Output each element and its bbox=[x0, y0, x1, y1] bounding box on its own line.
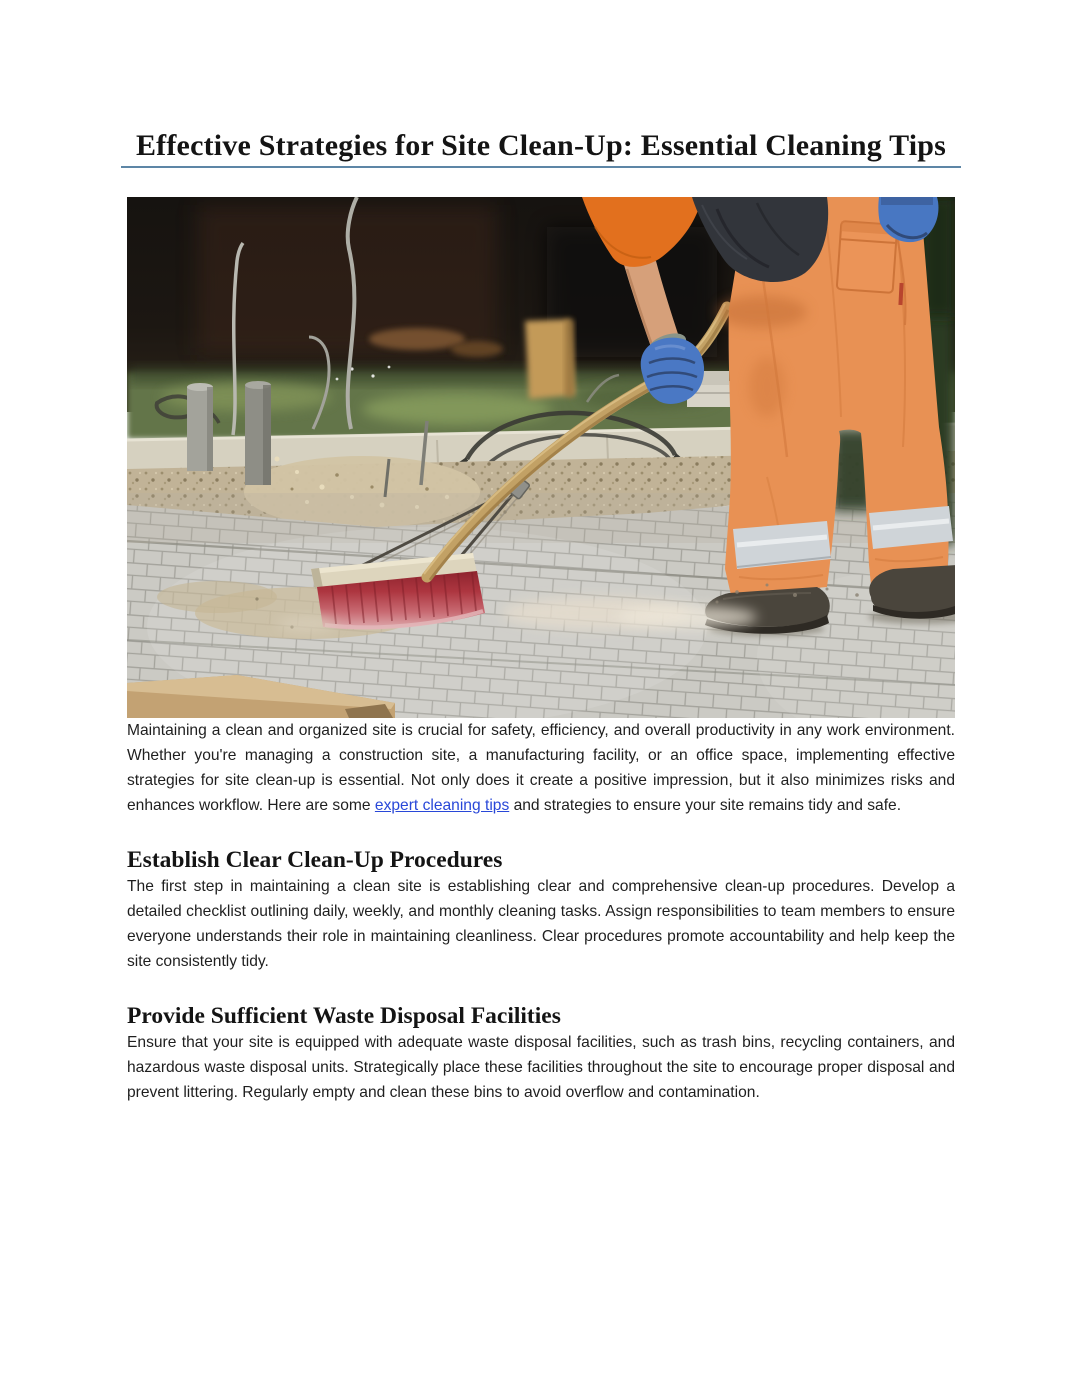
intro-paragraph bbox=[127, 718, 955, 818]
document-content bbox=[127, 0, 955, 1105]
intro-text-after-link: and strategies to ensure your site remains tidy and safe. bbox=[509, 797, 902, 814]
section-paragraph-waste-disposal: Ensure that your site is equipped with adequate waste disposal facilities, such as trash bins, recycling containers, and hazardous waste disposal units. Strategically place these facilities throughout the site to encourage proper disposal and prevent littering. Regularly empty and clean these bins to avoid overflow and contamination. bbox=[127, 1034, 955, 1101]
page-title: Effective Strategies for Site Clean-Up: Essential Cleaning Tips bbox=[135, 129, 947, 162]
title-divider bbox=[121, 166, 961, 168]
section-heading-clean-up-procedures: Establish Clear Clean-Up Procedures bbox=[127, 847, 503, 873]
expert-cleaning-tips-link[interactable]: expert cleaning tips bbox=[374, 797, 510, 814]
section-paragraph-clean-up-procedures: The first step in maintaining a clean site is establishing clear and comprehensive clean-up procedures. Develop a detailed checklist outlining daily, weekly, and monthly cleaning tasks. Assign responsibilities to team members to ensure everyone understands their role in maintaining cleanliness. Clear procedures promote accountability and help keep the site consistently tidy. bbox=[127, 878, 955, 970]
hero-image bbox=[127, 197, 955, 718]
hero-photo-sweeping-worker bbox=[127, 197, 955, 718]
intro-text-before-link: Maintaining a clean and organized site is crucial for safety, efficiency, and overall productivity in any work environment. Whether you're managing a construction site, a manufacturing facility, or an office space, implementing effective strategies for site clean-up is essential. Not only does it create a positive impression, but it also minimizes risks and enhances workflow. Here are some bbox=[127, 722, 955, 814]
section-heading-waste-disposal: Provide Sufficient Waste Disposal Facilities bbox=[127, 1003, 561, 1029]
